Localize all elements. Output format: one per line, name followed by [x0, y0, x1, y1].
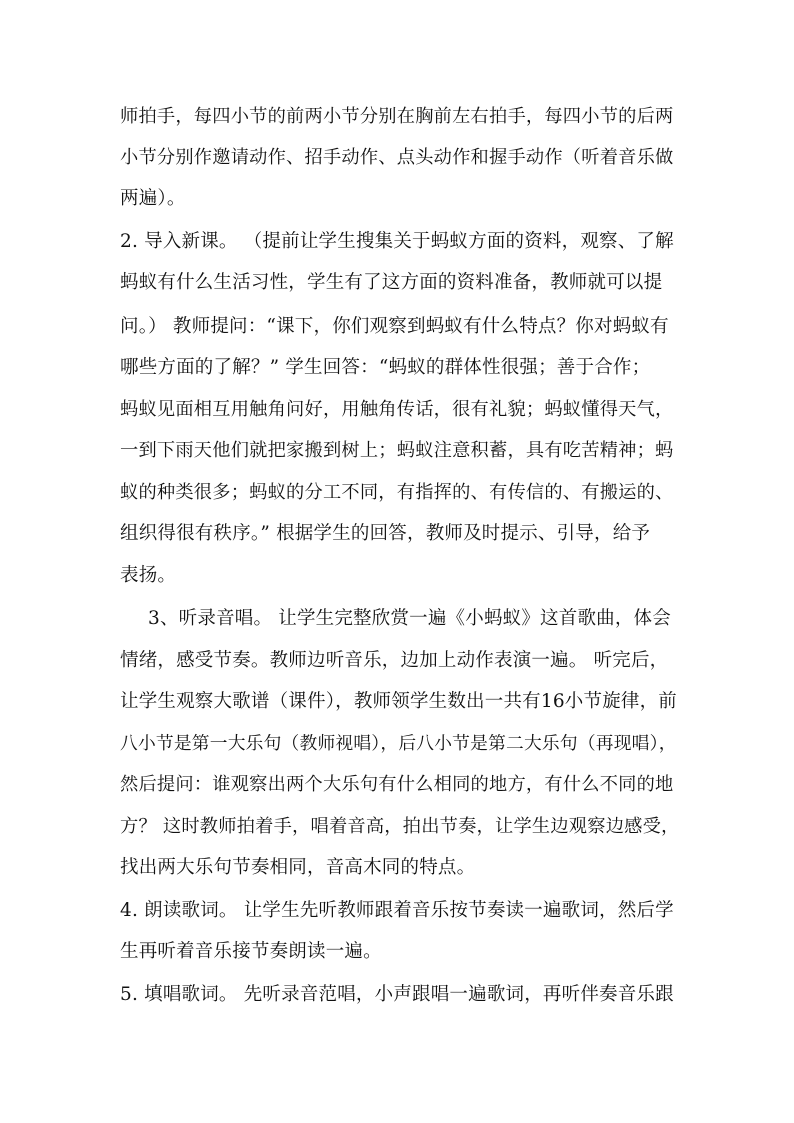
text-line: 情绪，感受节奏。教师边听音乐，边加上动作表演一遍。 听完后，: [120, 650, 669, 671]
text-line: 两遍）。: [120, 188, 186, 209]
text-line: 师拍手，每四小节的前两小节分别在胸前左右拍手，每四小节的后两: [120, 106, 674, 127]
text-line: 蚂蚁有什么生活习性，学生有了这方面的资料准备，教师就可以提: [120, 272, 663, 293]
text-line: 生再听着音乐接节奏朗读一遍。: [120, 941, 382, 962]
text-line: 找出两大乐句节奏相同，音高木同的特点。: [120, 857, 476, 878]
text-line: 八小节是第一大乐句（教师视唱），后八小节是第二大乐句（再现唱），: [120, 734, 677, 754]
text-line: 3、听录音唱。 让学生完整欣赏一遍《小蚂蚁》这首歌曲，体会: [148, 608, 671, 629]
text-line: 4. 朗读歌词。 让学生先听教师跟着音乐按节奏读一遍歌词，然后学: [120, 900, 674, 921]
text-line: 哪些方面的了解？” 学生回答：“蚂蚁的群体性很强；善于合作；: [120, 357, 651, 378]
text-line: 一到下雨天他们就把家搬到树上；蚂蚁注意积蓄，具有吃苦精神；蚂: [120, 440, 674, 461]
text-line: 蚂蚁见面相互用触角问好，用触角传话，很有礼貌；蚂蚁懂得天气，: [120, 399, 674, 420]
text-line: 让学生观察大歌谱（课件），教师领学生数出一共有16小节旋律，前: [120, 691, 677, 712]
text-line: 表扬。: [120, 565, 177, 586]
text-line: 问。） 教师提问：“课下，你们观察到蚂蚁有什么特点？你对蚂蚁有: [120, 316, 669, 337]
text-line: 组织得很有秩序。” 根据学生的回答，教师及时提示、引导，给予: [120, 523, 651, 544]
text-line: 然后提问：谁观察出两个大乐句有什么相同的地方，有什么不同的地: [120, 774, 674, 795]
text-line: 小节分别作邀请动作、招手动作、点头动作和握手动作（听着音乐做: [120, 147, 674, 168]
text-line: 5. 填唱歌词。 先听录音范唱，小声跟唱一遍歌词，再听伴奏音乐跟: [120, 984, 674, 1005]
text-line: 2. 导入新课。 （提前让学生搜集关于蚂蚁方面的资料，观察、了解: [120, 231, 674, 252]
text-line: 方？ 这时教师拍着手，唱着音高，拍出节奏，让学生边观察边感受，: [120, 816, 680, 837]
text-line: 蚁的种类很多；蚂蚁的分工不同，有指挥的、有传信的、有搬运的、: [120, 482, 674, 503]
